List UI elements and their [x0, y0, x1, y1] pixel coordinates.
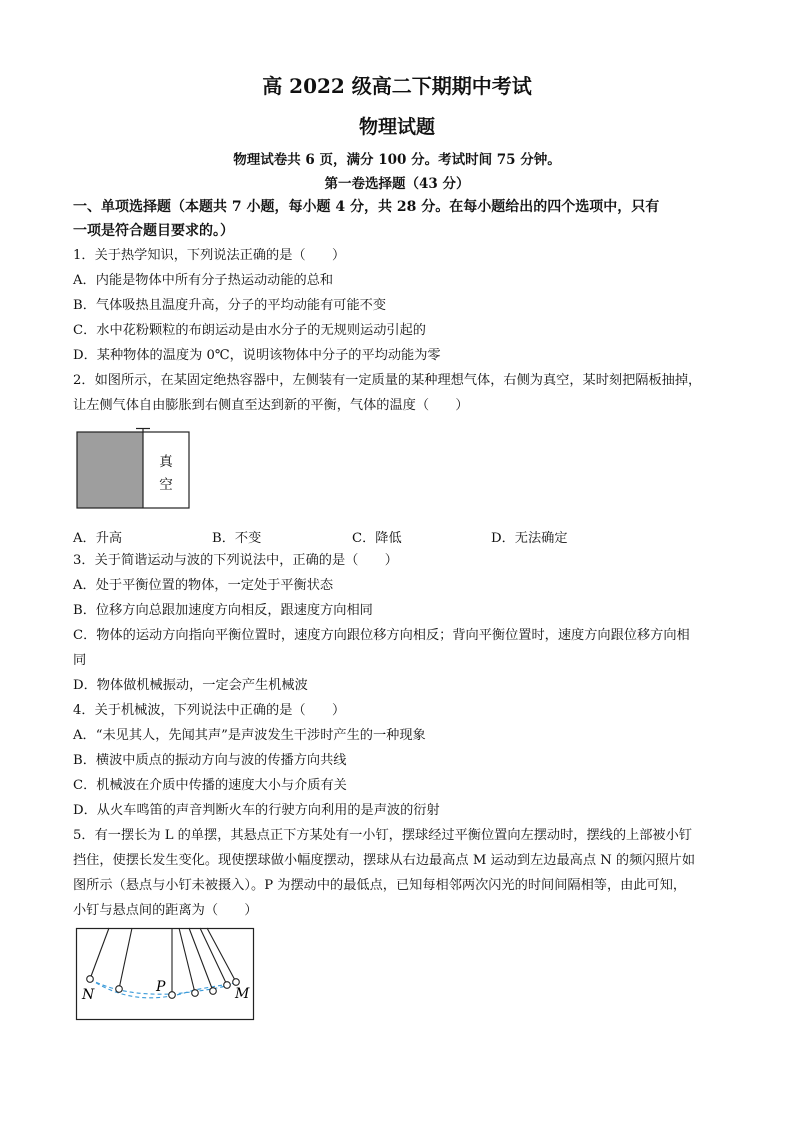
q2-container-figure	[76, 428, 191, 512]
q2-stem-line1: 2．如图所示，在某固定绝热容器中，左侧装有一定质量的某种理想气体，右侧为真空，某时刻把隔板抽掉，	[73, 373, 702, 388]
section-heading-line2: 一项是符合题目要求的。）	[73, 223, 234, 239]
q3-option-a: A．处于平衡位置的物体，一定处于平衡状态	[73, 578, 334, 593]
q4-option-c: C．机械波在介质中传播的速度大小与介质有关	[73, 778, 347, 793]
label-m: M	[235, 986, 250, 1002]
exam-subject: 物理试题	[358, 116, 435, 138]
q1-option-b: B．气体吸热且温度升高，分子的平均动能有可能不变	[73, 298, 387, 313]
pendulum-ball	[233, 979, 240, 986]
exam-title: 高 2022 级高二下期期中考试	[262, 74, 532, 98]
q4-option-a: A．“未见其人，先闻其声”是声波发生干涉时产生的一种现象	[73, 728, 426, 743]
label-p: P	[156, 979, 166, 995]
gas-region	[77, 432, 143, 508]
q1-option-d: D．某种物体的温度为 0℃，说明该物体中分子的平均动能为零	[73, 348, 441, 363]
q5-pendulum-figure	[76, 928, 254, 1020]
q4-stem: 4．关于机械波，下列说法中正确的是（ ）	[73, 703, 346, 718]
q2-option-d: D．无法确定	[491, 531, 568, 546]
pendulum-string	[119, 928, 132, 989]
label-n: N	[82, 987, 95, 1003]
q1-stem: 1．关于热学知识，下列说法正确的是（ ）	[73, 248, 346, 263]
pendulum-string	[200, 928, 227, 985]
q2-option-b: B．不变	[212, 531, 262, 546]
q3-option-b: B．位移方向总跟加速度方向相反，跟速度方向相同	[73, 603, 373, 618]
q3-option-d: D．物体做机械振动，一定会产生机械波	[73, 678, 308, 693]
q2-option-a: A．升高	[73, 531, 123, 546]
pendulum-ball	[210, 988, 217, 995]
q5-stem-line1: 5．有一摆长为 L 的单摆，其悬点正下方某处有一小钉，摆球经过平衡位置向左摆动时，摆线的上部被小钉	[73, 828, 692, 843]
q3-option-c-line2: 同	[73, 653, 87, 668]
pendulum-ball	[169, 992, 176, 999]
q4-option-d: D．从火车鸣笛的声音判断火车的行驶方向利用的是声波的衍射	[73, 803, 440, 818]
q3-stem: 3．关于简谐运动与波的下列说法中，正确的是（ ）	[73, 553, 398, 568]
q2-options	[73, 527, 733, 545]
q5-stem-line3: 图所示（悬点与小钉未被摄入）。P 为摆动中的最低点，已知每相邻两次闪光的时间间隔相等，由此可知，	[73, 878, 687, 893]
q3-option-c-line1: C．物体的运动方向指向平衡位置时，速度方向跟位移方向相反；背向平衡位置时，速度方向跟位移方向相	[73, 628, 690, 643]
photo-frame	[77, 929, 254, 1020]
q5-stem-line4: 小钉与悬点间的距离为（ ）	[73, 903, 258, 918]
vacuum-label-1: 真	[159, 454, 173, 470]
q2-option-c: C．降低	[352, 531, 402, 546]
pendulum-ball	[116, 986, 123, 993]
pendulum-ball	[87, 976, 94, 983]
pendulum-ball	[192, 990, 199, 997]
q1-option-c: C．水中花粉颗粒的布朗运动是由水分子的无规则运动引起的	[73, 323, 426, 338]
pendulum-ball	[224, 982, 231, 989]
q5-stem-line2: 挡住，使摆长发生变化。现使摆球做小幅度摆动，摆球从右边最高点 M 运动到左边最高点 N 的频闪照片如	[73, 853, 696, 868]
exam-info: 物理试卷共 6 页，满分 100 分。考试时间 75 分钟。	[233, 152, 561, 168]
q1-option-a: A．内能是物体中所有分子热运动动能的总和	[73, 273, 334, 288]
section-heading-line1: 一、单项选择题（本题共 7 小题，每小题 4 分，共 28 分。在每小题给出的四个选项中，只有	[73, 199, 660, 215]
vacuum-label-2: 空	[159, 477, 173, 493]
pendulum-string	[90, 928, 109, 979]
volume-heading: 第一卷选择题（43 分）	[324, 176, 470, 192]
q4-option-b: B．横波中质点的振动方向与波的传播方向共线	[73, 753, 347, 768]
q2-stem-line2: 让左侧气体自由膨胀到右侧直至达到新的平衡，气体的温度（ ）	[73, 398, 469, 413]
